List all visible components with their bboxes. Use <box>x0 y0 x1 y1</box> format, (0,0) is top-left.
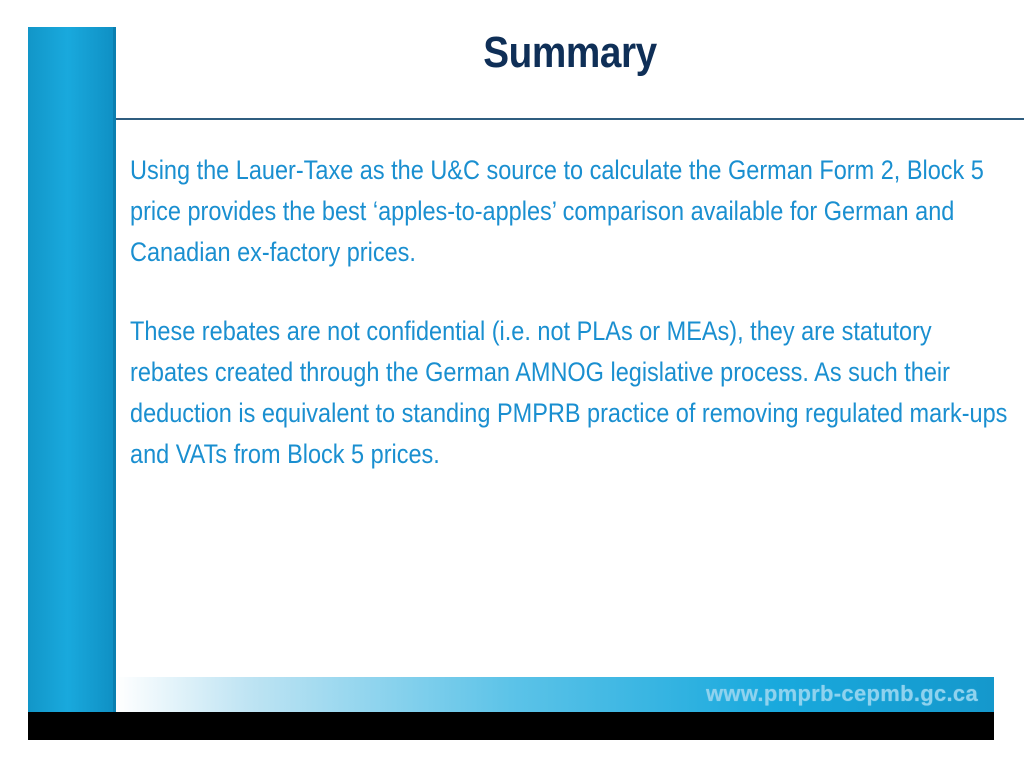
left-accent-bar <box>28 27 116 713</box>
paragraph-2: These rebates are not confidential (i.e. not PLAs or MEAs), they are statutory rebates created through the German AMNOG legislative process. As such their deduction is equivalent to standing PMPRB practice of removing regulated mark-ups and VATs from Block 5 prices. <box>130 316 1008 469</box>
paragraph-1: Using the Lauer-Taxe as the U&C source to calculate the German Form 2, Block 5 price provides the best ‘apples-to-apples’ comparison available for German and Canadian ex-factory prices. <box>130 155 984 267</box>
bottom-border <box>28 712 994 740</box>
footer-url: www.pmprb-cepmb.gc.ca <box>706 681 978 706</box>
footer-bar <box>116 677 994 712</box>
slide-title: Summary <box>483 28 657 77</box>
title-divider <box>116 118 1024 120</box>
slide-body <box>130 150 1010 513</box>
